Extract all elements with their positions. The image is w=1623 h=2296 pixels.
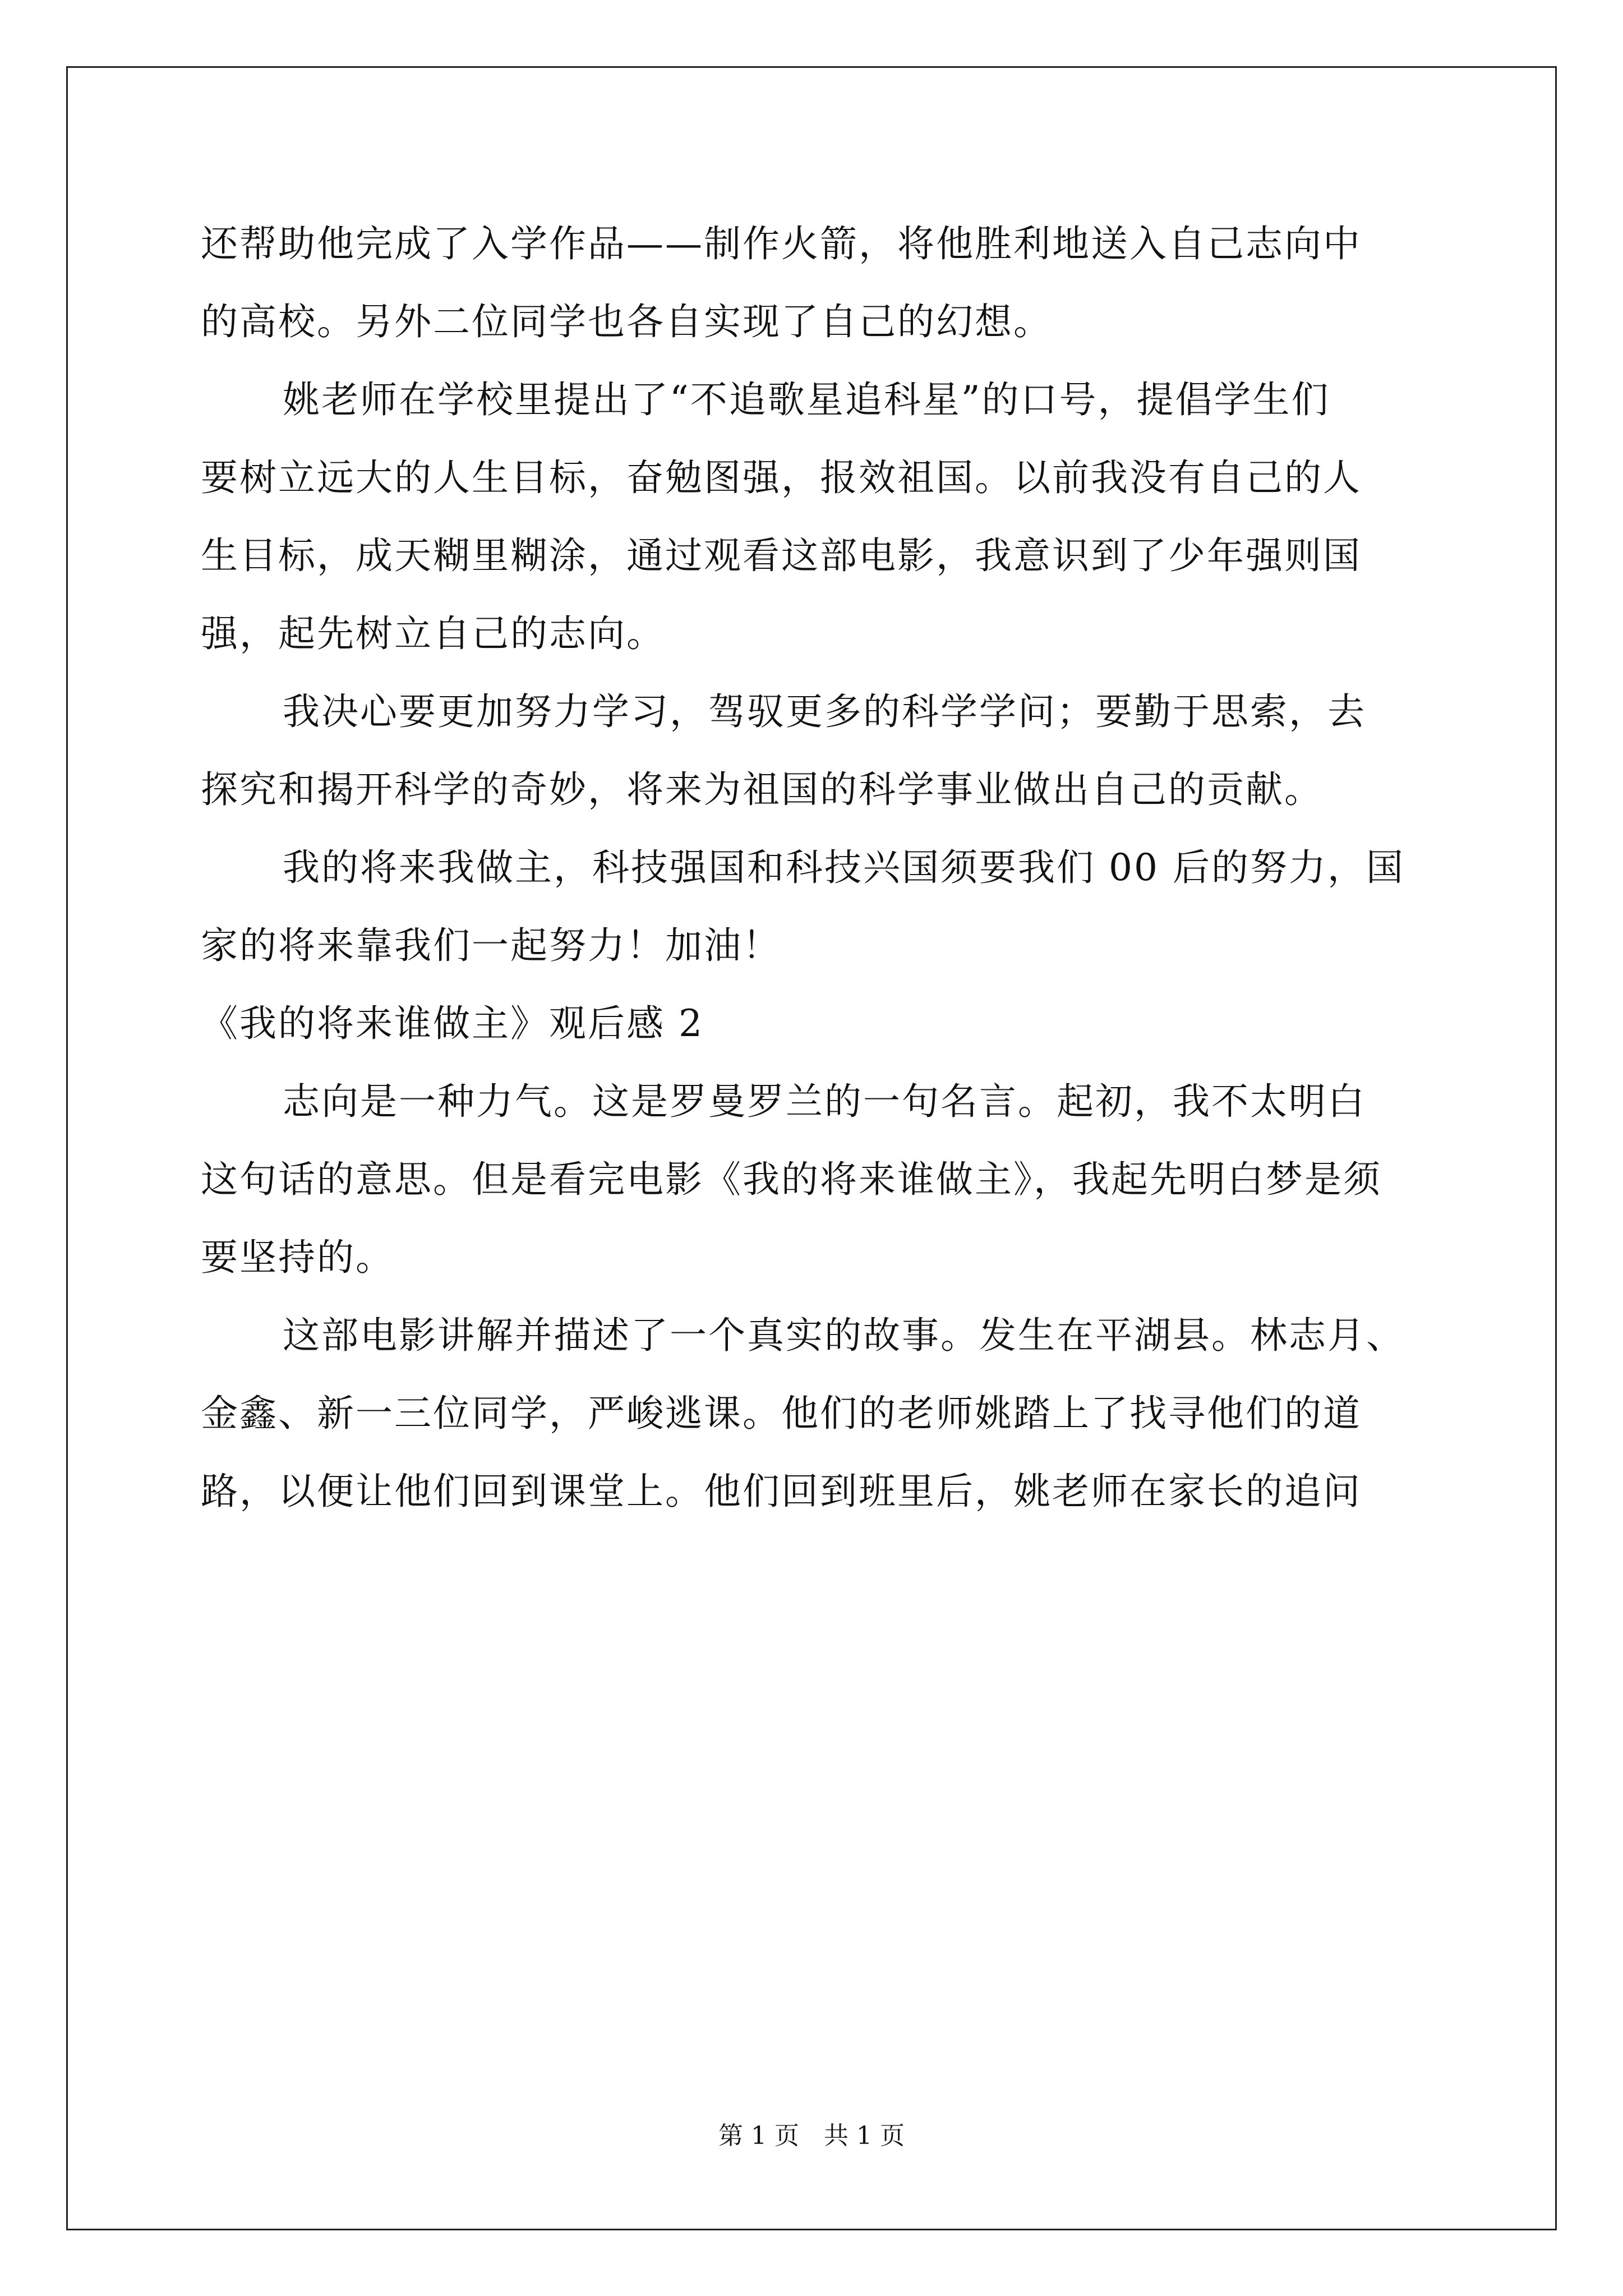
text-line: 生目标，成天糊里糊涂，通过观看这部电影，我意识到了少年强则国	[201, 534, 1362, 577]
section-heading	[201, 984, 1446, 1062]
text-line: 这句话的意思。但是看完电影《我的将来谁做主》，我起先明白梦是须	[201, 1158, 1382, 1201]
text-line: 探究和揭开科学的奇妙，将来为祖国的科学事业做出自己的贡献。	[201, 768, 1323, 811]
text-line: 的高校。另外二位同学也各自实现了自己的幻想。	[201, 300, 1052, 343]
paragraph	[201, 829, 1446, 984]
page-footer: 第 1 页 共 1 页	[718, 2122, 905, 2150]
paragraph	[201, 1296, 1446, 1530]
text-line: 要坚持的。	[201, 1236, 394, 1279]
paragraph	[201, 1062, 1446, 1296]
paragraph	[201, 361, 1446, 673]
paragraph	[201, 673, 1446, 829]
text-line: 金鑫、新一三位同学，严峻逃课。他们的老师姚踏上了找寻他们的道	[201, 1392, 1362, 1435]
heading-line: 《我的将来谁做主》观后感 2	[201, 1002, 704, 1045]
text-line: 志向是一种力气。这是罗曼罗兰的一句名言。起初，我不太明白	[283, 1080, 1366, 1123]
text-line: 这部电影讲解并描述了一个真实的故事。发生在平湖县。林志月、	[283, 1314, 1405, 1357]
text-line: 家的将来靠我们一起努力！加油！	[201, 924, 781, 967]
text-line: 我的将来我做主，科技强国和科技兴国须要我们 00 后的努力，国	[283, 846, 1405, 889]
text-line: 强，起先树立自己的志向。	[201, 612, 665, 655]
text-line: 姚老师在学校里提出了“不追歌星追科星”的口号，提倡学生们	[283, 378, 1330, 421]
text-line: 还帮助他完成了入学作品——制作火箭，将他胜利地送入自己志向中	[201, 222, 1362, 265]
document-body	[201, 205, 1446, 1530]
paragraph	[201, 205, 1446, 361]
text-line: 要树立远大的人生目标，奋勉图强，报效祖国。以前我没有自己的人	[201, 456, 1362, 499]
text-line: 我决心要更加努力学习，驾驭更多的科学学问；要勤于思索，去	[283, 690, 1366, 733]
text-line: 路，以便让他们回到课堂上。他们回到班里后，姚老师在家长的追问	[201, 1470, 1362, 1513]
